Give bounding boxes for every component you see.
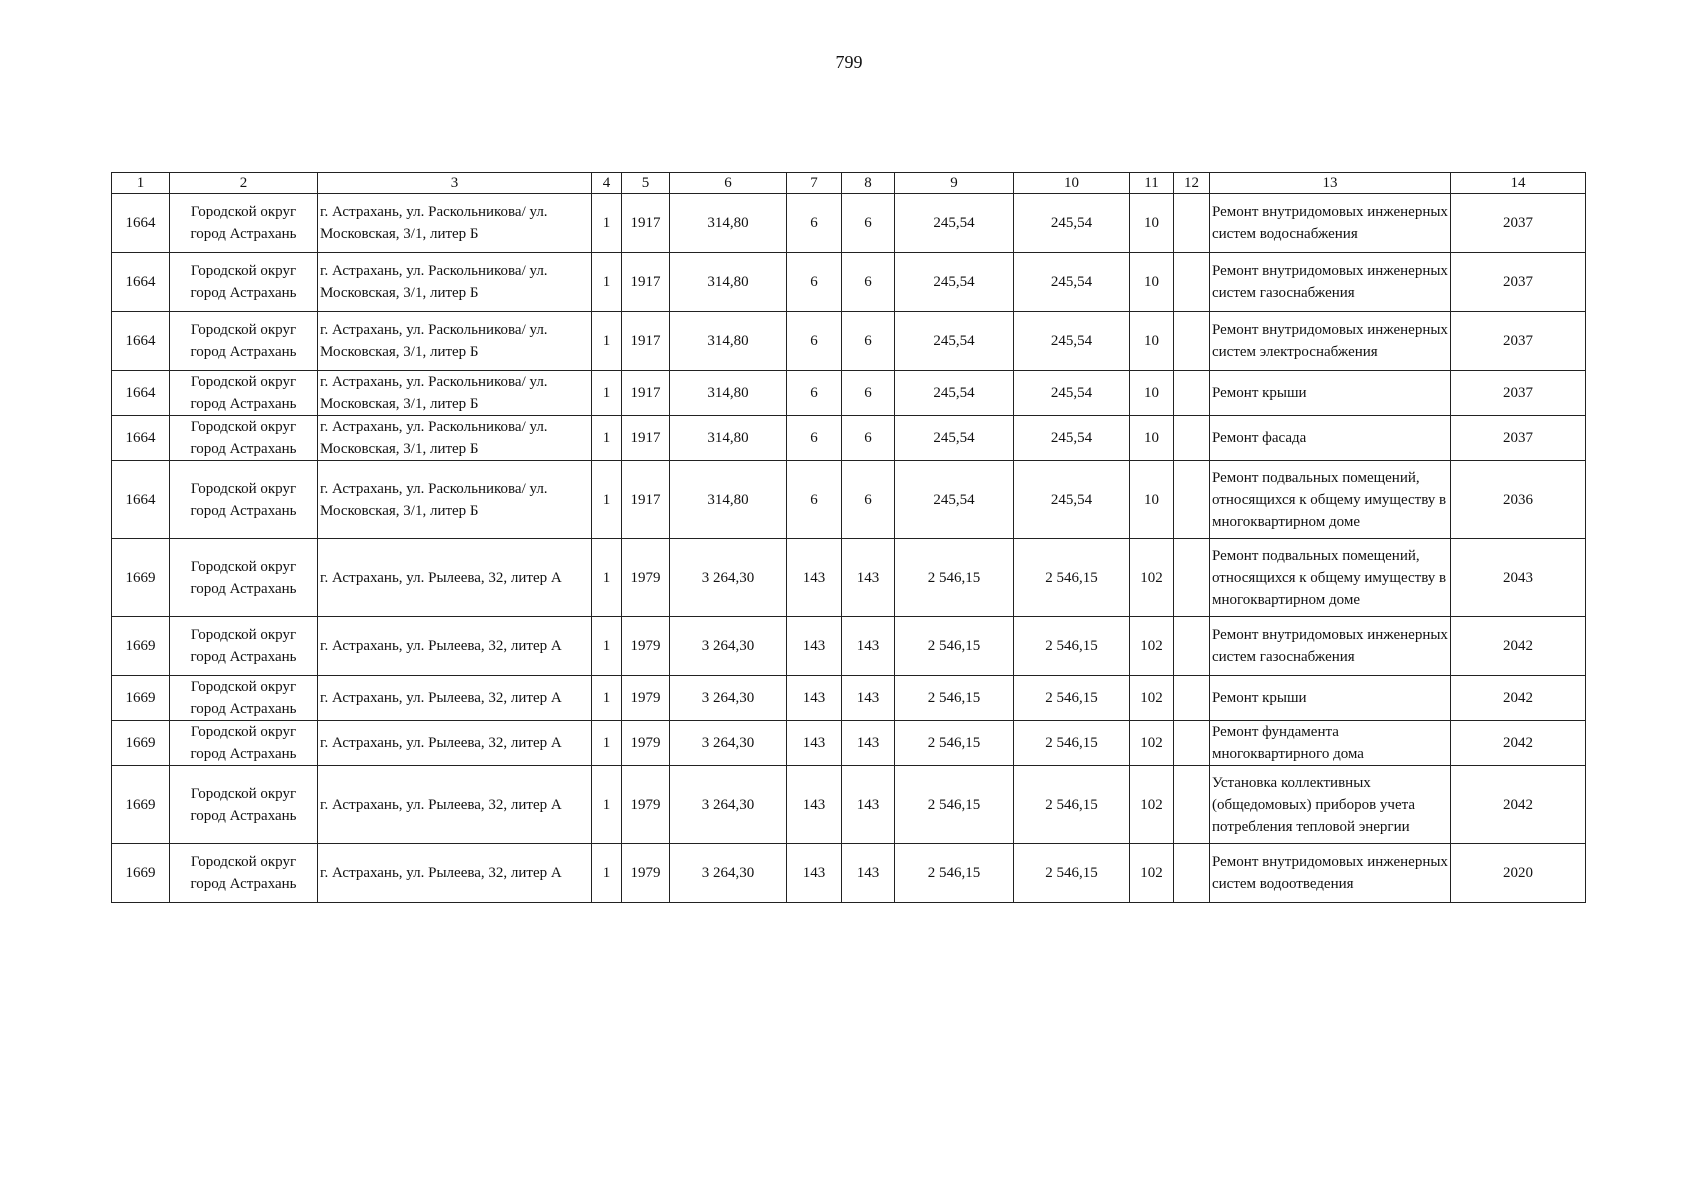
planned-year-cell: 2042	[1451, 676, 1586, 721]
row-number: 1664	[112, 461, 170, 539]
commissioning-year-cell: 1979	[622, 539, 670, 617]
municipality-cell: Городской округ город Астрахань	[170, 371, 318, 416]
column-8-cell: 143	[842, 844, 895, 903]
row-number: 1669	[112, 844, 170, 903]
table-row	[112, 676, 1586, 721]
area-column-10-cell: 2 546,15	[1014, 676, 1130, 721]
repair-work-cell: Ремонт внутридомовых инженерных систем водоотведения	[1210, 844, 1451, 903]
area-column-9-cell: 245,54	[895, 194, 1014, 253]
area-column-10-cell: 245,54	[1014, 312, 1130, 371]
column-11-cell: 102	[1130, 844, 1174, 903]
area-column-9-cell: 245,54	[895, 371, 1014, 416]
area-column-9-cell: 245,54	[895, 416, 1014, 461]
column-8-cell: 143	[842, 721, 895, 766]
column-header-3: 3	[318, 173, 592, 194]
commissioning-year-cell: 1917	[622, 312, 670, 371]
planned-year-cell: 2043	[1451, 539, 1586, 617]
repair-work-cell: Ремонт крыши	[1210, 371, 1451, 416]
header-row	[112, 173, 1586, 194]
column-11-cell: 102	[1130, 676, 1174, 721]
commissioning-year-cell: 1917	[622, 416, 670, 461]
total-area-cell: 314,80	[670, 461, 787, 539]
column-12-cell	[1174, 844, 1210, 903]
column-4-cell: 1	[592, 194, 622, 253]
column-12-cell	[1174, 194, 1210, 253]
column-7-cell: 6	[787, 371, 842, 416]
column-4-cell: 1	[592, 371, 622, 416]
planned-year-cell: 2037	[1451, 416, 1586, 461]
column-7-cell: 6	[787, 312, 842, 371]
table-row	[112, 312, 1586, 371]
repair-work-cell: Ремонт внутридомовых инженерных систем газоснабжения	[1210, 253, 1451, 312]
commissioning-year-cell: 1917	[622, 194, 670, 253]
municipality-cell: Городской округ город Астрахань	[170, 312, 318, 371]
planned-year-cell: 2042	[1451, 766, 1586, 844]
column-11-cell: 102	[1130, 766, 1174, 844]
repair-work-cell: Ремонт подвальных помещений, относящихся к общему имуществу в многоквартирном доме	[1210, 539, 1451, 617]
address-cell: г. Астрахань, ул. Рылеева, 32, литер А	[318, 721, 592, 766]
column-4-cell: 1	[592, 766, 622, 844]
table-body	[112, 194, 1586, 903]
capital-repair-table	[111, 172, 1586, 903]
municipality-cell: Городской округ город Астрахань	[170, 676, 318, 721]
repair-work-cell: Установка коллективных (общедомовых) приборов учета потребления тепловой энергии	[1210, 766, 1451, 844]
column-8-cell: 6	[842, 416, 895, 461]
column-7-cell: 6	[787, 194, 842, 253]
repair-work-cell: Ремонт внутридомовых инженерных систем газоснабжения	[1210, 617, 1451, 676]
address-cell: г. Астрахань, ул. Раскольникова/ ул. Московская, 3/1, литер Б	[318, 194, 592, 253]
column-12-cell	[1174, 539, 1210, 617]
address-cell: г. Астрахань, ул. Рылеева, 32, литер А	[318, 766, 592, 844]
table-row	[112, 194, 1586, 253]
column-12-cell	[1174, 676, 1210, 721]
repair-work-cell: Ремонт крыши	[1210, 676, 1451, 721]
municipality-cell: Городской округ город Астрахань	[170, 539, 318, 617]
address-cell: г. Астрахань, ул. Раскольникова/ ул. Московская, 3/1, литер Б	[318, 461, 592, 539]
total-area-cell: 314,80	[670, 371, 787, 416]
commissioning-year-cell: 1979	[622, 617, 670, 676]
column-4-cell: 1	[592, 617, 622, 676]
commissioning-year-cell: 1917	[622, 253, 670, 312]
repair-work-cell: Ремонт подвальных помещений, относящихся к общему имуществу в многоквартирном доме	[1210, 461, 1451, 539]
column-8-cell: 143	[842, 617, 895, 676]
commissioning-year-cell: 1979	[622, 844, 670, 903]
area-column-10-cell: 245,54	[1014, 461, 1130, 539]
area-column-10-cell: 245,54	[1014, 416, 1130, 461]
area-column-9-cell: 2 546,15	[895, 539, 1014, 617]
column-4-cell: 1	[592, 416, 622, 461]
column-8-cell: 6	[842, 312, 895, 371]
area-column-10-cell: 2 546,15	[1014, 617, 1130, 676]
address-cell: г. Астрахань, ул. Раскольникова/ ул. Московская, 3/1, литер Б	[318, 371, 592, 416]
table-row	[112, 253, 1586, 312]
total-area-cell: 3 264,30	[670, 721, 787, 766]
area-column-9-cell: 2 546,15	[895, 844, 1014, 903]
column-12-cell	[1174, 253, 1210, 312]
area-column-9-cell: 245,54	[895, 253, 1014, 312]
column-8-cell: 6	[842, 253, 895, 312]
column-7-cell: 143	[787, 676, 842, 721]
total-area-cell: 3 264,30	[670, 676, 787, 721]
column-4-cell: 1	[592, 461, 622, 539]
address-cell: г. Астрахань, ул. Рылеева, 32, литер А	[318, 539, 592, 617]
municipality-cell: Городской округ город Астрахань	[170, 844, 318, 903]
row-number: 1664	[112, 312, 170, 371]
column-11-cell: 102	[1130, 539, 1174, 617]
table-row	[112, 766, 1586, 844]
area-column-10-cell: 2 546,15	[1014, 844, 1130, 903]
column-4-cell: 1	[592, 721, 622, 766]
column-7-cell: 143	[787, 844, 842, 903]
column-12-cell	[1174, 617, 1210, 676]
column-header-6: 6	[670, 173, 787, 194]
table-row	[112, 617, 1586, 676]
column-4-cell: 1	[592, 539, 622, 617]
total-area-cell: 314,80	[670, 416, 787, 461]
column-12-cell	[1174, 766, 1210, 844]
municipality-cell: Городской округ город Астрахань	[170, 416, 318, 461]
total-area-cell: 3 264,30	[670, 766, 787, 844]
row-number: 1664	[112, 416, 170, 461]
page-number: 799	[835, 52, 863, 72]
address-cell: г. Астрахань, ул. Раскольникова/ ул. Московская, 3/1, литер Б	[318, 416, 592, 461]
address-cell: г. Астрахань, ул. Раскольникова/ ул. Московская, 3/1, литер Б	[318, 253, 592, 312]
column-8-cell: 143	[842, 539, 895, 617]
repair-work-cell: Ремонт фасада	[1210, 416, 1451, 461]
repair-work-cell: Ремонт внутридомовых инженерных систем водоснабжения	[1210, 194, 1451, 253]
municipality-cell: Городской округ город Астрахань	[170, 461, 318, 539]
commissioning-year-cell: 1979	[622, 721, 670, 766]
column-8-cell: 6	[842, 371, 895, 416]
planned-year-cell: 2037	[1451, 371, 1586, 416]
column-header-1: 1	[112, 173, 170, 194]
commissioning-year-cell: 1979	[622, 766, 670, 844]
column-12-cell	[1174, 416, 1210, 461]
municipality-cell: Городской округ город Астрахань	[170, 766, 318, 844]
area-column-10-cell: 2 546,15	[1014, 721, 1130, 766]
area-column-9-cell: 245,54	[895, 312, 1014, 371]
column-7-cell: 143	[787, 721, 842, 766]
column-11-cell: 10	[1130, 312, 1174, 371]
repair-work-cell: Ремонт внутридомовых инженерных систем электроснабжения	[1210, 312, 1451, 371]
row-number: 1669	[112, 766, 170, 844]
column-header-13: 13	[1210, 173, 1451, 194]
total-area-cell: 314,80	[670, 253, 787, 312]
column-7-cell: 143	[787, 539, 842, 617]
area-column-10-cell: 2 546,15	[1014, 766, 1130, 844]
total-area-cell: 3 264,30	[670, 617, 787, 676]
table-row	[112, 721, 1586, 766]
row-number: 1664	[112, 371, 170, 416]
column-7-cell: 6	[787, 416, 842, 461]
row-number: 1664	[112, 194, 170, 253]
municipality-cell: Городской округ город Астрахань	[170, 721, 318, 766]
column-header-8: 8	[842, 173, 895, 194]
column-4-cell: 1	[592, 312, 622, 371]
area-column-10-cell: 245,54	[1014, 194, 1130, 253]
column-12-cell	[1174, 721, 1210, 766]
column-12-cell	[1174, 312, 1210, 371]
column-11-cell: 102	[1130, 721, 1174, 766]
column-7-cell: 6	[787, 253, 842, 312]
planned-year-cell: 2020	[1451, 844, 1586, 903]
column-11-cell: 102	[1130, 617, 1174, 676]
column-11-cell: 10	[1130, 194, 1174, 253]
table-row	[112, 416, 1586, 461]
area-column-9-cell: 2 546,15	[895, 676, 1014, 721]
commissioning-year-cell: 1917	[622, 461, 670, 539]
total-area-cell: 3 264,30	[670, 539, 787, 617]
planned-year-cell: 2037	[1451, 253, 1586, 312]
repair-work-cell: Ремонт фундамента многоквартирного дома	[1210, 721, 1451, 766]
total-area-cell: 314,80	[670, 312, 787, 371]
row-number: 1669	[112, 617, 170, 676]
address-cell: г. Астрахань, ул. Раскольникова/ ул. Московская, 3/1, литер Б	[318, 312, 592, 371]
planned-year-cell: 2042	[1451, 721, 1586, 766]
column-4-cell: 1	[592, 844, 622, 903]
municipality-cell: Городской округ город Астрахань	[170, 617, 318, 676]
address-cell: г. Астрахань, ул. Рылеева, 32, литер А	[318, 676, 592, 721]
column-header-12: 12	[1174, 173, 1210, 194]
column-11-cell: 10	[1130, 416, 1174, 461]
column-header-5: 5	[622, 173, 670, 194]
row-number: 1664	[112, 253, 170, 312]
area-column-9-cell: 245,54	[895, 461, 1014, 539]
area-column-10-cell: 245,54	[1014, 253, 1130, 312]
column-header-2: 2	[170, 173, 318, 194]
area-column-9-cell: 2 546,15	[895, 617, 1014, 676]
column-header-11: 11	[1130, 173, 1174, 194]
table-row	[112, 461, 1586, 539]
column-7-cell: 6	[787, 461, 842, 539]
commissioning-year-cell: 1917	[622, 371, 670, 416]
planned-year-cell: 2042	[1451, 617, 1586, 676]
table-row	[112, 844, 1586, 903]
column-11-cell: 10	[1130, 253, 1174, 312]
address-cell: г. Астрахань, ул. Рылеева, 32, литер А	[318, 844, 592, 903]
planned-year-cell: 2037	[1451, 312, 1586, 371]
column-12-cell	[1174, 461, 1210, 539]
municipality-cell: Городской округ город Астрахань	[170, 194, 318, 253]
column-header-9: 9	[895, 173, 1014, 194]
column-11-cell: 10	[1130, 371, 1174, 416]
column-header-4: 4	[592, 173, 622, 194]
table-row	[112, 539, 1586, 617]
column-8-cell: 6	[842, 194, 895, 253]
row-number: 1669	[112, 676, 170, 721]
column-4-cell: 1	[592, 253, 622, 312]
column-7-cell: 143	[787, 766, 842, 844]
municipality-cell: Городской округ город Астрахань	[170, 253, 318, 312]
column-8-cell: 6	[842, 461, 895, 539]
row-number: 1669	[112, 539, 170, 617]
planned-year-cell: 2037	[1451, 194, 1586, 253]
column-8-cell: 143	[842, 766, 895, 844]
planned-year-cell: 2036	[1451, 461, 1586, 539]
area-column-10-cell: 2 546,15	[1014, 539, 1130, 617]
row-number: 1669	[112, 721, 170, 766]
column-header-7: 7	[787, 173, 842, 194]
column-8-cell: 143	[842, 676, 895, 721]
column-header-10: 10	[1014, 173, 1130, 194]
column-7-cell: 143	[787, 617, 842, 676]
total-area-cell: 314,80	[670, 194, 787, 253]
area-column-10-cell: 245,54	[1014, 371, 1130, 416]
commissioning-year-cell: 1979	[622, 676, 670, 721]
table-row	[112, 371, 1586, 416]
area-column-9-cell: 2 546,15	[895, 721, 1014, 766]
column-4-cell: 1	[592, 676, 622, 721]
column-12-cell	[1174, 371, 1210, 416]
column-11-cell: 10	[1130, 461, 1174, 539]
column-header-14: 14	[1451, 173, 1586, 194]
area-column-9-cell: 2 546,15	[895, 766, 1014, 844]
total-area-cell: 3 264,30	[670, 844, 787, 903]
address-cell: г. Астрахань, ул. Рылеева, 32, литер А	[318, 617, 592, 676]
